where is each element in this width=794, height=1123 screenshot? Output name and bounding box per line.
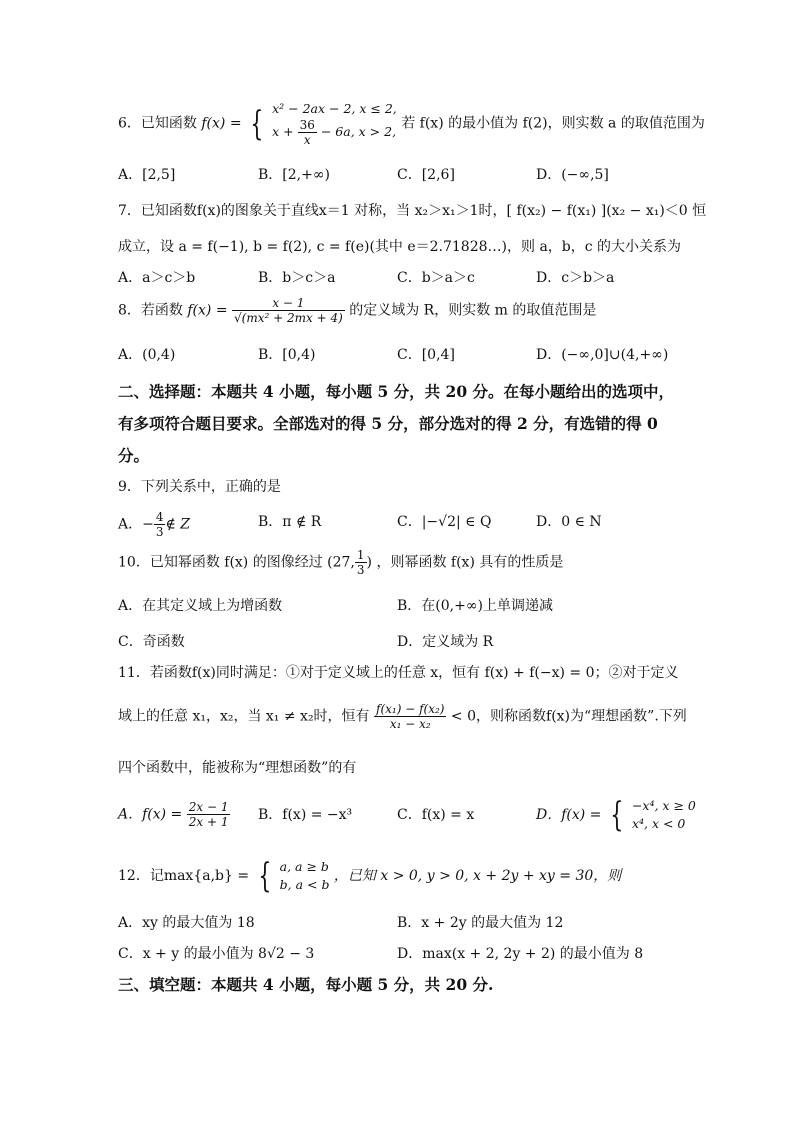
q12-option-d: D．max(x + 2, 2y + 2) 的最小值为 8: [397, 946, 644, 962]
option-suffix: ∉ Z: [165, 516, 191, 533]
fraction: [187, 800, 231, 829]
numerator: 36: [299, 118, 315, 132]
q10-option-c: C．奇函数: [118, 634, 185, 650]
q12-option-c: C．x + y 的最小值为 8√2 − 3: [118, 946, 315, 962]
q12-option-b: B．x + 2y 的最大值为 12: [397, 915, 564, 931]
numerator: f(x₁) − f(x₂): [376, 702, 445, 716]
q8-option-a: A．(0,4): [118, 347, 176, 363]
q11-option-b: B．f(x) = −x³: [258, 807, 353, 823]
case-1: a, a ≥ b: [279, 859, 329, 874]
question-lead: 8．若函数: [118, 302, 183, 319]
question-10-stem: [118, 548, 563, 577]
denominator: 2x + 1: [188, 815, 229, 829]
function-name: f(x) =: [201, 115, 242, 132]
q8-option-b: B．[0,4): [258, 347, 316, 363]
denominator: x: [303, 133, 311, 147]
q6-option-a: A．[2,5]: [118, 167, 176, 183]
numerator: 4: [155, 510, 164, 524]
case-1: −x⁴, x ≥ 0: [631, 798, 696, 813]
piecewise-cases: [280, 858, 330, 894]
q8-option-d: D．(−∞,0]∪(4,+∞): [536, 347, 669, 363]
denominator: 3: [155, 525, 164, 539]
case-2: b, a < b: [279, 877, 330, 892]
case-2: x⁴, x < 0: [631, 816, 686, 831]
question-7-line-2: 成立，设 a = f(−1), b = f(2), c = f(e)(其中 e＝2.71828…)，则 a，b，c 的大小关系为: [118, 239, 682, 255]
q10-option-a: A．在其定义域上为增函数: [118, 598, 283, 614]
point-prefix: (27,: [327, 554, 355, 571]
fraction: [355, 548, 367, 577]
q10-option-d: D．定义域为 R: [397, 634, 494, 650]
question-11-line-2: [118, 702, 687, 731]
question-number: 6．: [118, 115, 141, 132]
question-7-line-1: 7．已知函数f(x)的图象关于直线x＝1 对称，当 x₂＞x₁＞1时，[ f(x₂) − f(x₁) ](x₂ − x₁)＜0 恒: [118, 203, 707, 219]
line-suffix: < 0，则称函数f(x)为“理想函数”.下列: [450, 708, 687, 725]
q11-option-a: [118, 800, 230, 829]
q7-option-c: C．b＞a＞c: [397, 270, 475, 286]
left-brace: {: [257, 856, 271, 896]
denominator: x₁ − x₂: [389, 717, 431, 731]
stem-suffix: ，则幂函数 f(x) 具有的性质是: [376, 554, 564, 571]
section-3-heading: 三、填空题：本题共 4 小题，每小题 5 分，共 20 分.: [118, 975, 494, 994]
function-name: f(x) =: [187, 302, 228, 319]
numerator: x − 1: [232, 296, 345, 311]
stem-prefix: 12．记max{a,b} =: [118, 868, 250, 884]
fraction: [374, 702, 446, 731]
numerator: 2x − 1: [188, 800, 229, 814]
q8-option-c: C．[0,4]: [397, 347, 455, 363]
left-brace: {: [250, 103, 264, 144]
question-6: [118, 100, 705, 147]
case-2-suffix: − 6a, x > 2,: [320, 124, 397, 139]
option-prefix: A．f(x) =: [118, 806, 183, 823]
section-2-heading-line-3: 分。: [118, 446, 150, 465]
piecewise-cases: [632, 797, 696, 833]
line-prefix: 域上的任意 x₁，x₂，当 x₁ ≠ x₂时，恒有: [118, 708, 370, 725]
question-12-stem: [118, 858, 621, 894]
q6-option-c: C．[2,6]: [397, 167, 455, 183]
option-prefix: D．f(x) =: [536, 807, 602, 823]
question-11-line-3: 四个函数中，能被称为“理想函数”的有: [118, 760, 357, 776]
denominator: 3: [356, 563, 365, 577]
point-suffix: ): [366, 554, 373, 571]
numerator: 1: [356, 548, 365, 562]
question-tail: 的定义域为 R，则实数 m 的取值范围是: [349, 302, 597, 319]
q6-option-d: D．(−∞,5]: [536, 167, 609, 183]
stem-suffix: ，已知 x > 0, y > 0, x + 2y + xy = 30，则: [333, 868, 622, 884]
q9-option-c: C．|−√2| ∈ Q: [397, 514, 492, 530]
denominator: √(mx² + 2mx + 4): [234, 311, 343, 325]
fraction: [232, 296, 345, 325]
case-1: x² − 2ax − 2, x ≤ 2,: [272, 101, 397, 116]
option-prefix: A．−: [118, 516, 154, 533]
q10-option-b: B．在(0,+∞)上单调递减: [397, 598, 553, 614]
q7-option-b: B．b＞c＞a: [258, 270, 336, 286]
question-8: [118, 296, 596, 325]
q7-option-d: D．c＞b＞a: [536, 270, 615, 286]
question-lead: 已知函数: [140, 115, 197, 132]
fraction: [298, 118, 317, 147]
question-11-line-1: 11．若函数f(x)同时满足：①对于定义域上的任意 x，恒有 f(x) + f(−x) = 0；②对于定义: [118, 665, 679, 681]
fraction: [154, 510, 166, 539]
left-brace: {: [610, 795, 624, 835]
q7-option-a: A．a＞c＞b: [118, 270, 196, 286]
q9-option-a: [118, 510, 190, 539]
q6-option-b: B．[2,+∞): [258, 167, 330, 183]
section-2-heading-line-1: 二、选择题：本题共 4 小题，每小题 5 分，共 20 分。在每小题给出的选项中，: [118, 382, 675, 401]
case-2: [272, 118, 397, 147]
case-2-prefix: x +: [272, 124, 294, 139]
q11-option-d: [536, 797, 696, 833]
question-tail: 若 f(x) 的最小值为 f(2)，则实数 a 的取值范围为: [401, 115, 705, 132]
q9-option-d: D．0 ∈ N: [536, 514, 602, 530]
q11-option-c: C．f(x) = x: [397, 807, 475, 823]
section-2-heading-line-2: 有多项符合题目要求。全部选对的得 5 分，部分选对的得 2 分，有选错的得 0: [118, 414, 658, 433]
q12-option-a: A．xy 的最大值为 18: [118, 915, 255, 931]
q9-option-b: B．π ∉ R: [258, 514, 322, 530]
stem-prefix: 10．已知幂函数 f(x) 的图像经过: [118, 554, 323, 571]
piecewise-cases: [272, 100, 397, 147]
question-9-stem: 9．下列关系中，正确的是: [118, 479, 281, 495]
